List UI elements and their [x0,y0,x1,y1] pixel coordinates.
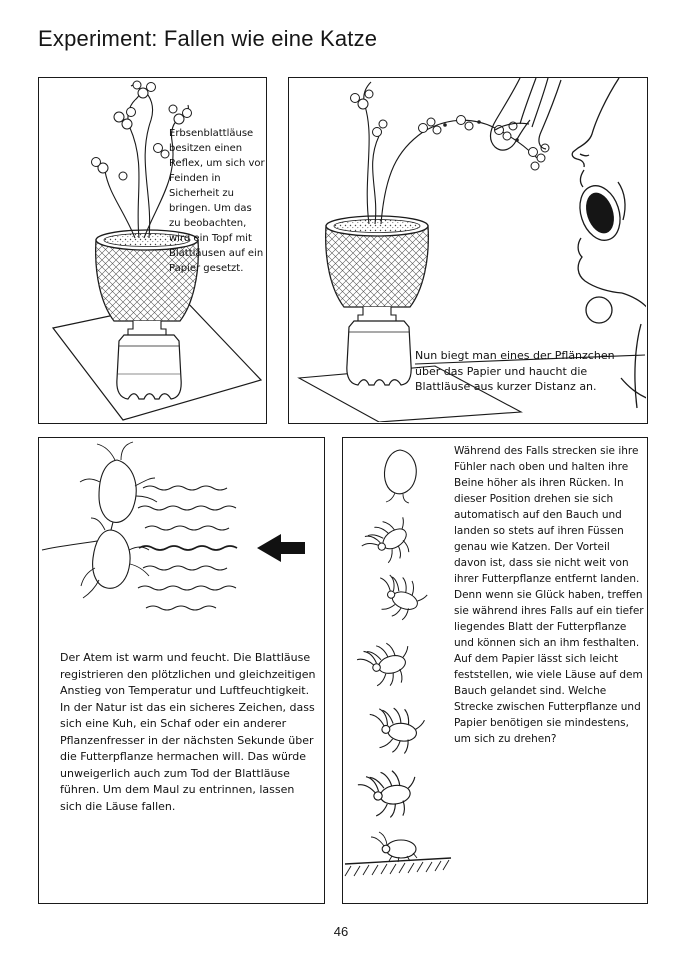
falling-aphid-sequence-illustration [343,438,453,901]
falling-aphid-pose-2 [369,570,430,625]
ground-line [345,858,451,876]
panel-breathing-on-plant [288,77,648,424]
pea-leaves [351,90,550,170]
page-number: 46 [333,924,349,939]
panel-falling-sequence [342,437,648,904]
aphid-pair [93,460,137,588]
pea-plant-stems [364,82,537,224]
falling-aphid-pose-3 [355,638,417,692]
landed-aphid [371,832,417,862]
left-arrow-icon [257,534,305,562]
page-title: Experiment: Fallen wie eine Katze [38,26,378,51]
panel-dropping-aphids [38,437,325,904]
falling-aphid-pose-1 [357,511,421,572]
bottle-pot [326,216,429,385]
panel-caption-warm-breath: Der Atem ist warm und feucht. Die Blattläuse registrieren den plötzlichen und gleichzeitigen Anstieg von Temperatur und Luftfeuchtigkeit. In der Natur ist das ein sicheres Zeichen, dass sich eine Kuh, ein Schaf oder ein anderer Pflanzenfresser in der nächsten Sekunde über die Futterpflanze hermachen will. Das würde unweigerlich auch zum Tod der Blattläuse führen. Um dem Maul zu entrinnen, lassen sich die Läuse fallen. [60,651,316,813]
panel-caption-setup: Erbsenblattläuse besitzen einen Reflex, um sich vor Feinden in Sicherheit zu bringen. Um das zu beobachten, wird ein Topf mit Blattläusen auf ein Papier gesetzt. [169,128,265,274]
breath-wave-lines [138,486,237,610]
panel-caption-breathe: Nun biegt man eines der Pflänzchen über das Papier und haucht die Blattläuse aus kurzer Distanz an. [415,349,615,393]
falling-aphid-pose-4 [366,706,425,756]
panel-pot-on-paper [38,77,267,424]
hand [491,78,561,150]
falling-aphid-pose-5 [357,768,420,822]
panel-caption-righting: Während des Falls strecken sie ihre Fühler nach oben und halten ihre Beine höher als ihren Rücken. In dieser Position drehen sie sich automatisch auf den Bauch und landen so stets auf ihren Füssen genau wie Katzen. Der Vorteil davon ist, dass sie nicht weit von ihrer Futterpflanze entfernt landen. Denn wenn sie Glück haben, treffen sie während ihres Falls auf ein tiefer liegendes Blatt der Futterpflanze und können sich an ihm festhalten. Auf dem Papier lässt sich leicht feststellen, wie viele Läuse auf dem Bauch gelandet sind. Welche Strecke zwischen Futterpflanze und Papier benötigen sie mindestens, um sich zu drehen? [454,445,644,745]
falling-aphid-top-view [384,450,416,503]
dropping-aphids-illustration [39,438,322,643]
